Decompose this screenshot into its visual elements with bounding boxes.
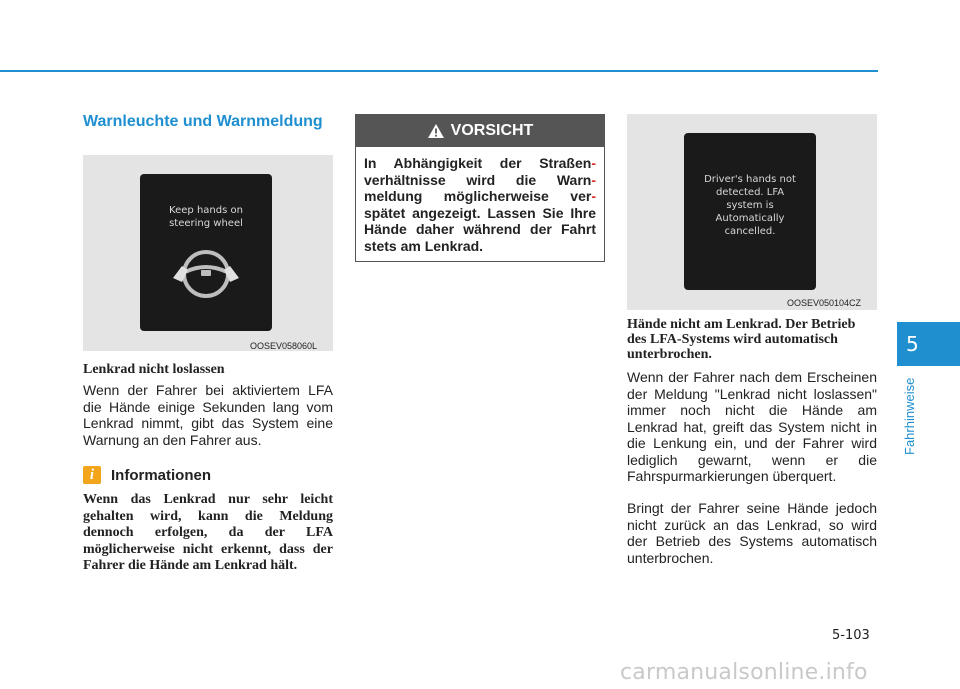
screen-message: Driver's hands not detected. LFA system is Automatically cancelled. [704,174,796,237]
cluster-screen [140,174,272,331]
info-header [83,465,211,485]
screen-message: Keep hands on steering wheel [169,205,243,229]
steering-wheel-icon [168,240,244,300]
caution-line: meldung möglicherweise ver [364,188,592,204]
figure-code: OOSEV050104CZ [787,298,862,308]
hyphen: - [591,155,596,171]
page-number: 5-103 [832,628,870,643]
top-rule [0,70,878,72]
info-icon: i [83,466,101,484]
chapter-name-label: Fahrhinweise [902,377,917,455]
subsection-body: Bringt der Fahrer seine Hände jedoch nicht zurück an das Lenkrad, so wird der Betrieb des Systems automatisch unterbrochen. [627,500,877,566]
figure-keep-hands [83,155,333,351]
subsection-title: Lenkrad nicht loslassen [83,362,225,377]
info-body: Wenn das Lenkrad nur sehr leicht gehalten wird, kann die Meldung dennoch erfolgen, da der LFA möglicherweise nicht erkennt, dass der Fahrer die Hände am Lenkrad hält. [83,492,333,573]
cluster-screen [684,133,816,290]
section-title: Warnleuchte und Warnmeldung [83,113,323,130]
hyphen: - [591,188,596,204]
chapter-name [900,372,920,462]
caution-header [356,115,604,147]
warning-triangle-icon [427,123,445,139]
subsection-body: Wenn der Fahrer bei aktiviertem LFA die Hände einige Sekunden lang vom Lenkrad nimmt, gibt das System eine Warnung an den Fahrer aus. [83,382,333,448]
caution-box [355,114,605,262]
subsection-title: Hände nicht am Lenkrad. Der Betrieb des LFA-Systems wird automatisch unterbrochen. [627,317,856,362]
hyphen: - [591,171,596,188]
watermark: carmanualsonline.info [620,660,868,685]
caution-line: In Abhängigkeit der Straßen [364,155,592,171]
figure-hands-not-detected [627,114,877,310]
chapter-tab: 5 [897,322,960,366]
caution-line: verhältnisse wird die Warn [364,171,592,188]
figure-code: OOSEV058060L [250,341,318,351]
subsection-body: Wenn der Fahrer nach dem Erscheinen der Meldung "Lenkrad nicht loslassen" immer noch nicht die Hände am Lenkrad hat, greift das System nicht in die Lenkung ein, und der Fahrer wird lediglich gewarnt, wenn er die Fahrspurmarkierungen überquert. [627,369,877,484]
info-label: Informationen [111,466,211,484]
caution-label: VORSICHT [450,122,534,139]
caution-line: spätet angezeigt. Lassen Sie Ihre Hände daher während der Fahrt stets am Lenkrad. [364,204,596,254]
caution-text [356,147,604,254]
